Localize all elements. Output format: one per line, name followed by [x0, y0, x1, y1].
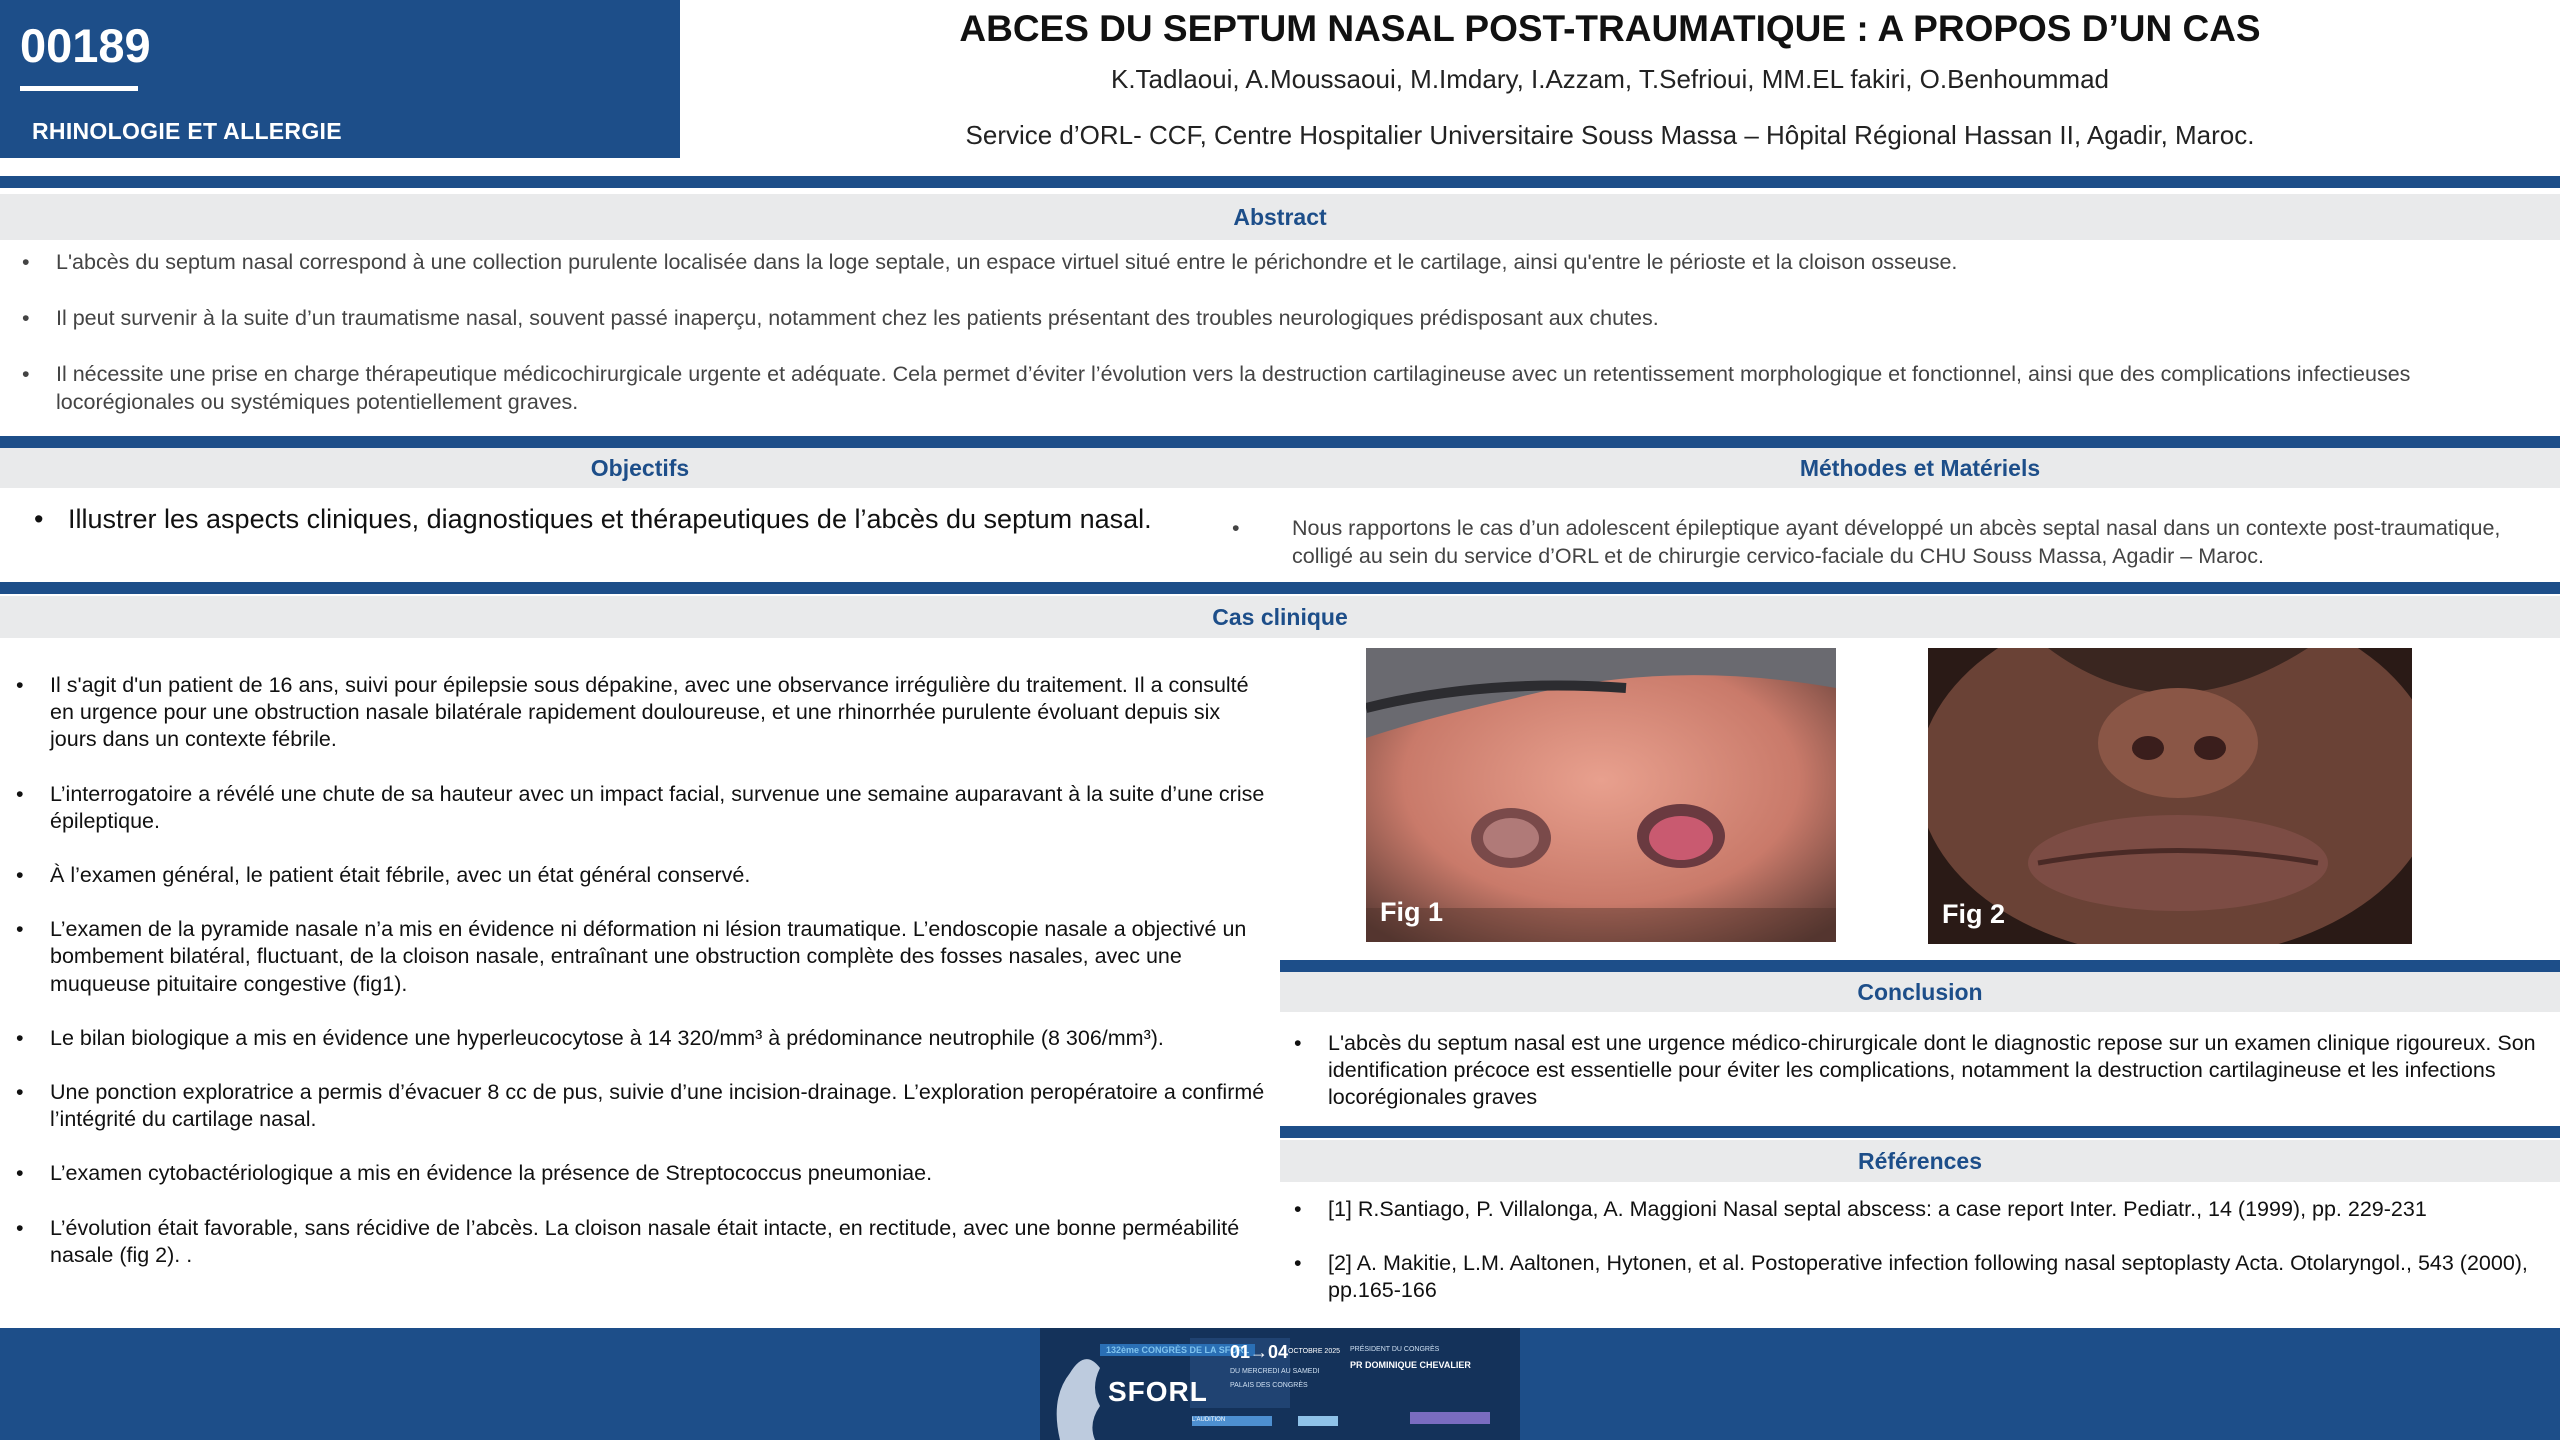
- list-item: • [1] R.Santiago, P. Villalonga, A. Maggioni Nasal septal abscess: a case report Inter. Pediatr., 14 (1999), pp. 229-231: [1282, 1196, 2552, 1223]
- methodes-heading: Méthodes et Matériels: [1280, 448, 2560, 488]
- president-name: PR DOMINIQUE CHEVALIER: [1350, 1360, 1471, 1370]
- references-list: [1282, 1196, 2552, 1332]
- list-item: • L'abcès du septum nasal correspond à une collection purulente localisée dans la loge septale, un espace virtuel situé entre le périchondre et le cartilage, ainsi qu'entre le périoste et la cloison osseuse.: [10, 248, 2450, 276]
- poster-category: RHINOLOGIE ET ALLERGIE: [32, 118, 342, 144]
- poster-affiliation: Service d’ORL- CCF, Centre Hospitalier Universitaire Souss Massa – Hôpital Régional Hassan II, Agadir, Maroc.: [965, 120, 2255, 150]
- list-item: • Nous rapportons le cas d’un adolescent épileptique ayant développé un abcès septal nasal dans un contexte post-traumatique, colligé au sein du service d’ORL et de chirurgie cervico-faciale du CHU Souss Massa, Agadir – Maroc.: [1220, 514, 2560, 570]
- figure-1-label: Fig 1: [1380, 897, 1444, 927]
- abstract-list: [10, 248, 2450, 444]
- poster-authors: K.Tadlaoui, A.Moussaoui, M.Imdary, I.Azzam, T.Sefrioui, MM.EL fakiri, O.Benhoummad: [1110, 64, 2110, 94]
- list-item: • L’examen cytobactériologique a mis en évidence la présence de Streptococcus pneumoniae.: [4, 1160, 1266, 1187]
- president-label: PRÉSIDENT DU CONGRÈS: [1350, 1346, 1440, 1353]
- list-item: • Une ponction exploratrice a permis d’évacuer 8 cc de pus, suivie d’une incision-drainage. L’exploration peropératoire a confirmé l’intégrité du cartilage nasal.: [4, 1079, 1266, 1133]
- list-item: • L’interrogatoire a révélé une chute de sa hauteur avec un impact facial, survenue une semaine auparavant à la suite d’une crise épileptique.: [4, 781, 1266, 835]
- poster-id: 00189: [20, 19, 151, 72]
- objectifs-list: [22, 502, 1202, 536]
- section-divider: [1280, 1126, 2560, 1138]
- figure-2-label: Fig 2: [1942, 899, 2006, 929]
- congress-month: OCTOBRE 2025: [1288, 1348, 1341, 1355]
- list-item: • L’examen de la pyramide nasale n’a mis en évidence ni déformation ni lésion traumatique. L’endoscopie nasale a objectivé un bombement bilatéral, fluctuant, de la cloison nasale, entraînant une obstruction complète des fosses nasales, avec une muqueuse pituitaire congestive (fig1).: [4, 916, 1266, 998]
- list-item: • Il peut survenir à la suite d’un traumatisme nasal, souvent passé inaperçu, notamment chez les patients présentant des troubles neurologiques prédisposant aux chutes.: [10, 304, 2450, 332]
- conclusion-list: [1282, 1030, 2552, 1112]
- list-item: • L'abcès du septum nasal est une urgence médico-chirurgicale dont le diagnostic repose sur un examen clinique rigoureux. Son identification précoce est essentielle pour éviter les complications, notamment la destruction cartilagineuse et les infections locorégionales graves: [1282, 1030, 2552, 1112]
- list-item: • Il nécessite une prise en charge thérapeutique médicochirurgicale urgente et adéquate. Cela permet d’éviter l’évolution vers la destruction cartilagineuse avec un retentissement morphologique et fonctionnel, ainsi que des complications infectieuses locorégionales ou systémiques potentiellement graves.: [10, 360, 2450, 416]
- methodes-list: [1220, 514, 2560, 570]
- abstract-heading: Abstract: [0, 194, 2560, 240]
- figure-2-photo: [1928, 648, 2412, 944]
- cas-clinique-list: [4, 672, 1266, 1296]
- figure-1-photo: [1366, 648, 1836, 942]
- congress-days: DU MERCREDI AU SAMEDI: [1230, 1368, 1320, 1375]
- conclusion-heading: Conclusion: [1280, 972, 2560, 1012]
- list-item: • Illustrer les aspects cliniques, diagnostiques et thérapeutiques de l’abcès du septum nasal.: [22, 502, 1202, 536]
- congress-dates: 01→04: [1230, 1342, 1289, 1362]
- congress-theme: L'AUDITION: [1192, 1417, 1226, 1423]
- objectifs-heading: Objectifs: [0, 448, 1280, 488]
- list-item: • Le bilan biologique a mis en évidence une hyperleucocytose à 14 320/mm³ à prédominance neutrophile (8 306/mm³).: [4, 1025, 1266, 1052]
- list-item: • L’évolution était favorable, sans récidive de l’abcès. La cloison nasale était intacte, en rectitude, avec une bonne perméabilité nasale (fig 2). .: [4, 1215, 1266, 1269]
- cas-clinique-heading: Cas clinique: [0, 596, 2560, 638]
- section-divider: [0, 176, 2560, 188]
- section-divider: [0, 582, 2560, 594]
- section-divider: [0, 436, 2560, 448]
- congress-banner: [1040, 1328, 1520, 1440]
- poster-title: ABCES DU SEPTUM NASAL POST-TRAUMATIQUE : A PROPOS D’UN CAS: [959, 8, 2261, 49]
- edition-label: 132ème CONGRÈS DE LA SFORL: [1100, 1344, 1255, 1356]
- references-heading: Références: [1280, 1140, 2560, 1182]
- section-divider: [1280, 960, 2560, 972]
- sforl-logo: SFORL: [1108, 1376, 1208, 1407]
- list-item: • À l’examen général, le patient était fébrile, avec un état général conservé.: [4, 862, 1266, 889]
- list-item: • [2] A. Makitie, L.M. Aaltonen, Hytonen, et al. Postoperative infection following nasal septoplasty Acta. Otolaryngol., 543 (2000), pp.165-166: [1282, 1250, 2552, 1304]
- list-item: • Il s'agit d'un patient de 16 ans, suivi pour épilepsie sous dépakine, avec une observance irrégulière du traitement. Il a consulté en urgence pour une obstruction nasale bilatérale rapidement douloureuse, et une rhinorrhée purulente évoluant depuis six jours dans un contexte fébrile.: [4, 672, 1266, 754]
- congress-venue: PALAIS DES CONGRÈS: [1230, 1382, 1308, 1389]
- poster-id-underline: [20, 86, 138, 91]
